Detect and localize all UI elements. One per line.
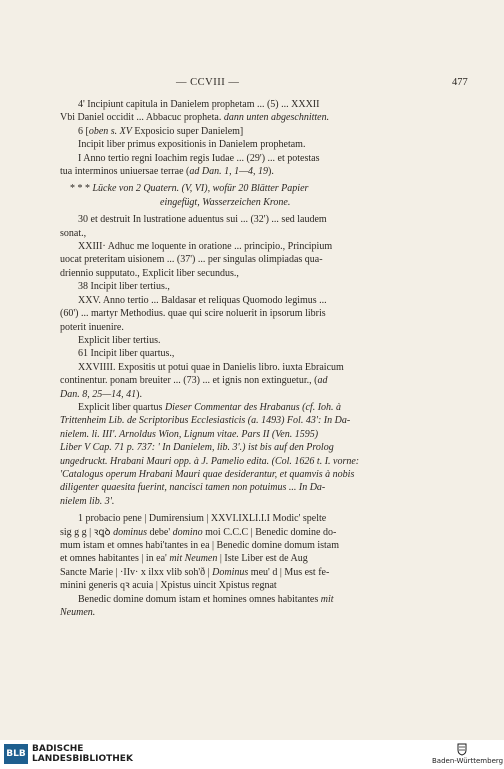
- text-line: [60, 98, 448, 111]
- text-line: [60, 227, 448, 240]
- italic-segment: 'Catalogus operum Hrabani Mauri quae desiderantur, et quamvis à nobis: [60, 468, 355, 480]
- text-line: [60, 294, 448, 307]
- text-line: [60, 481, 448, 494]
- coat-of-arms-icon: [455, 742, 469, 756]
- text-segment: poterit inuenire.: [60, 321, 124, 333]
- text-line: [60, 307, 448, 320]
- italic-segment: Trittenheim Lib. de Scriptoribus Ecclesiasticis (a. 1493) Fol. 43': In Da-: [60, 415, 351, 427]
- text-line: [60, 334, 448, 347]
- text-segment: Explicit liber tertius.: [78, 334, 161, 346]
- text-line: [60, 552, 448, 565]
- text-segment: Vbi Daniel occidit ... Abbacuc propheta.: [60, 112, 224, 124]
- text-segment: XXV. Anno tertio ... Baldasar et reliquas Quomodo legimus ...: [78, 294, 327, 306]
- text-line: [60, 125, 448, 138]
- library-name: [32, 744, 133, 764]
- text-segment: * * *: [70, 183, 93, 195]
- text-segment: XXVIIII. Expositis ut potui quae in Danielis libro. iuxta Ebraicum: [78, 361, 344, 373]
- italic-segment: Liber V Cap. 71 p. 737: ' In Danielem, lib. 3'.) ist bis auf den Prolog: [60, 442, 334, 454]
- italic-segment: dominus: [113, 526, 147, 538]
- text-line: [60, 267, 448, 280]
- text-segment: Sancte Marie | ·IIv· x ilxx vlib soh'ð |: [60, 566, 213, 578]
- text-line: [60, 321, 448, 334]
- text-segment: moi C.C.C | Benedic domine do-: [202, 526, 337, 538]
- italic-segment: nielem lib. 3'.: [60, 495, 115, 507]
- text-line: [60, 495, 448, 508]
- text-line: [60, 388, 448, 401]
- text-segment: continentur. ponam breuiter ... (73) ... et ignis non extinguetur., (: [60, 375, 318, 387]
- italic-segment: ungedruckt. Hrabani Mauri opp. à J. Pamelio edita. (Col. 1626 t. I. vorne:: [60, 455, 360, 467]
- text-segment: 4' Incipiunt capitula in Danielem prophetam ... (5) ... XXXII: [78, 99, 320, 110]
- text-line: [60, 579, 448, 592]
- text-segment: sonat.,: [60, 227, 87, 239]
- italic-segment: oben s. XV: [88, 125, 132, 137]
- text-line: [60, 361, 448, 374]
- text-line: [60, 347, 448, 360]
- text-segment: 61 Incipit liber quartus.,: [78, 348, 175, 360]
- text-segment: debe': [146, 526, 173, 538]
- text-segment: et omnes habitantes | in ea': [60, 553, 170, 565]
- text-segment: meu' d | Mus est fe-: [248, 566, 330, 578]
- text-line: [60, 196, 448, 209]
- text-line: [60, 111, 448, 124]
- italic-segment: eingefügt, Wasserzeichen Krone.: [160, 196, 291, 208]
- text-line: [60, 374, 448, 387]
- text-line: [60, 240, 448, 253]
- italic-segment: ad: [317, 375, 328, 387]
- text-segment: Explicit liber quartus: [78, 401, 165, 413]
- text-line: [60, 566, 448, 579]
- text-line: [60, 401, 448, 414]
- library-name-line1: BADISCHE: [32, 744, 84, 754]
- text-line: [60, 213, 448, 226]
- text-line: [60, 468, 448, 481]
- text-line: [60, 138, 448, 151]
- text-segment: tua interminos uniuersae terrae (: [60, 166, 190, 178]
- text-segment: driennio supputato., Explicit liber secundus.,: [60, 267, 239, 279]
- italic-segment: domino: [172, 526, 203, 538]
- text-line: [60, 593, 448, 606]
- text-segment: Incipit liber primus expositionis in Danielem prophetam.: [78, 139, 306, 151]
- text-segment: 6 [: [78, 125, 89, 137]
- text-line: [60, 165, 448, 178]
- text-segment: Exposicio super Danielem]: [131, 125, 244, 137]
- italic-segment: Dominus: [212, 566, 249, 578]
- italic-segment: nielem. li. III'. Arnoldus Wion, Lignum vitae. Pars II (Ven. 1595): [60, 428, 319, 440]
- text-segment: 38 Incipit liber tertius.,: [78, 281, 170, 293]
- italic-segment: Dan. 8, 25—14, 41: [60, 388, 137, 400]
- text-segment: (60') ... martyr Methodius. quae qui scire noluerit in ipsorum libris: [60, 308, 326, 320]
- text-segment: uocat preteritam uisionem ... (37') ... per singulas olimpiadas qua-: [60, 254, 323, 266]
- region-label: Baden-Württemberg: [432, 757, 504, 765]
- text-segment: sig g g | ꝛꝗꝺ: [60, 526, 114, 538]
- text-segment: ).: [136, 388, 142, 400]
- text-line: [60, 253, 448, 266]
- text-line: [60, 512, 448, 525]
- text-line: [60, 441, 448, 454]
- section-marker: — CCVIII —: [176, 77, 240, 88]
- text-segment: Benedic domine domum istam et homines omnes habitantes: [78, 593, 321, 605]
- document-body: [60, 98, 448, 619]
- page-header: [0, 77, 504, 91]
- italic-segment: Neumen.: [60, 607, 96, 619]
- text-line: [60, 152, 448, 165]
- text-segment: minini generis qꝛ acuia | Xpistus uincit Xpistus regnat: [60, 580, 277, 592]
- text-segment: | Iste Liber est de Aug: [217, 553, 308, 565]
- text-segment: 30 et destruit In lustratione aduentus sui ... (32') ... sed laudem: [78, 214, 327, 226]
- library-name-line2: LANDESBIBLIOTHEK: [32, 754, 133, 764]
- italic-segment: mit Neumen: [169, 553, 218, 565]
- footer-bar: [0, 740, 504, 769]
- text-segment: mum istam et omnes habi'tantes in ea | Benedic domine domum istam: [60, 540, 340, 551]
- italic-segment: Dieser Commentar des Hrabanus (cf. Ioh. à: [164, 401, 342, 413]
- italic-segment: diligenter quaesita fuerint, nancisci tamen non potuimus ... In Da-: [60, 482, 326, 494]
- text-segment: 1 probacio pene | Dumirensium | XXVI.IXLI.I.I Modic' spelte: [78, 513, 327, 525]
- text-line: [60, 428, 448, 441]
- italic-segment: ad Dan. 1, 1—4, 19: [189, 166, 269, 178]
- blb-logo[interactable]: BLB: [4, 744, 28, 764]
- italic-segment: dann unten abgeschnitten.: [223, 112, 330, 124]
- text-line: [60, 182, 448, 195]
- text-line: [60, 526, 448, 539]
- italic-segment: Lücke von 2 Quatern. (V, VI), wofür 20 Blätter Papier: [92, 183, 309, 195]
- text-line: [60, 606, 448, 619]
- text-line: [60, 455, 448, 468]
- text-segment: XXIII· Adhuc me loquente in oratione ... principio., Principium: [78, 241, 333, 253]
- text-segment: ).: [268, 166, 274, 178]
- text-segment: I Anno tertio regni Ioachim regis Iudae ... (29') ... et potestas: [78, 152, 320, 164]
- page-number: 477: [452, 77, 468, 88]
- text-line: [60, 280, 448, 293]
- text-line: [60, 414, 448, 427]
- italic-segment: mit: [320, 593, 334, 605]
- text-line: [60, 539, 448, 552]
